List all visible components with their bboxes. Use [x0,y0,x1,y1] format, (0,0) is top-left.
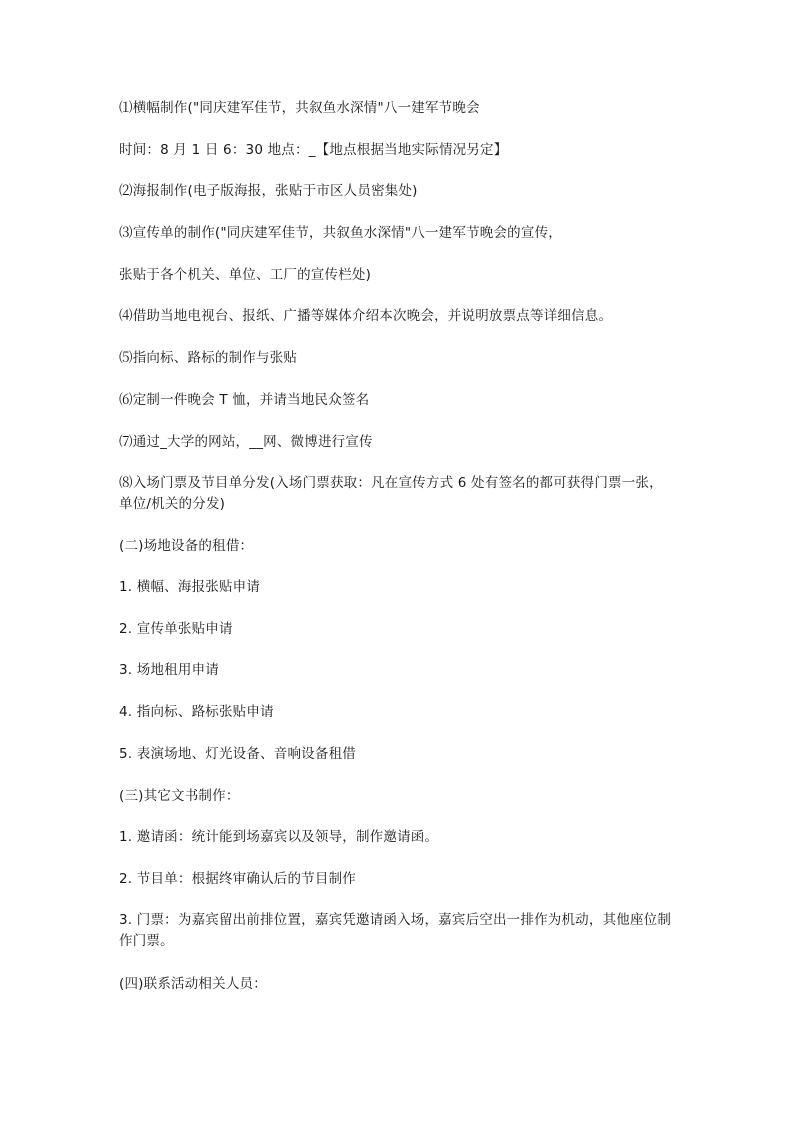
section-two-heading: (二)场地设备的租借： [119,538,254,554]
item-web: ⑺通过_大学的网站，__网、微博进行宣传 [119,434,373,450]
list-item: 5. 表演场地、灯光设备、音响设备租借 [119,746,356,762]
item-poster: ⑵海报制作(电子版海报，张贴于市区人员密集处) [119,183,418,199]
list-item: 3. 门票：为嘉宾留出前排位置，嘉宾凭邀请函入场，嘉宾后空出一排作为机动，其他座位制作门票。 [119,912,672,949]
list-item: 1. 邀请函：统计能到场嘉宾以及领导，制作邀请函。 [119,829,439,845]
item-time-place: 时间：8 月 1 日 6：30 地点：_【地点根据当地实际情况另定】 [119,142,508,158]
list-item: 2. 宣传单张贴申请 [119,621,233,637]
section-three-heading: (三)其它文书制作： [119,788,240,804]
list-item: 4. 指向标、路标张贴申请 [119,704,274,720]
list-item: 3. 场地租用申请 [119,662,219,678]
item-media: ⑷借助当地电视台、报纸、广播等媒体介绍本次晚会，并说明放票点等详细信息。 [119,308,613,324]
item-tickets: ⑻入场门票及节目单分发(入场门票获取：凡在宣传方式 6 处有签名的都可获得门票一张，单位/机关的分发) [119,475,663,512]
item-tshirt: ⑹定制一件晚会 T 恤，并请当地民众签名 [119,392,370,408]
list-item: 2. 节目单：根据终审确认后的节目制作 [119,871,356,887]
section-four-heading: (四)联系活动相关人员： [119,976,267,992]
item-flyer-cont: 张贴于各个机关、单位、工厂的宣传栏处) [119,267,372,283]
item-signs: ⑸指向标、路标的制作与张贴 [119,350,298,366]
list-item: 1. 横幅、海报张贴申请 [119,579,261,595]
item-flyer: ⑶宣传单的制作("同庆建军佳节，共叙鱼水深情"八一建军节晚会的宣传， [119,225,562,241]
item-banner: ⑴横幅制作("同庆建军佳节，共叙鱼水深情"八一建军节晚会 [119,100,480,116]
